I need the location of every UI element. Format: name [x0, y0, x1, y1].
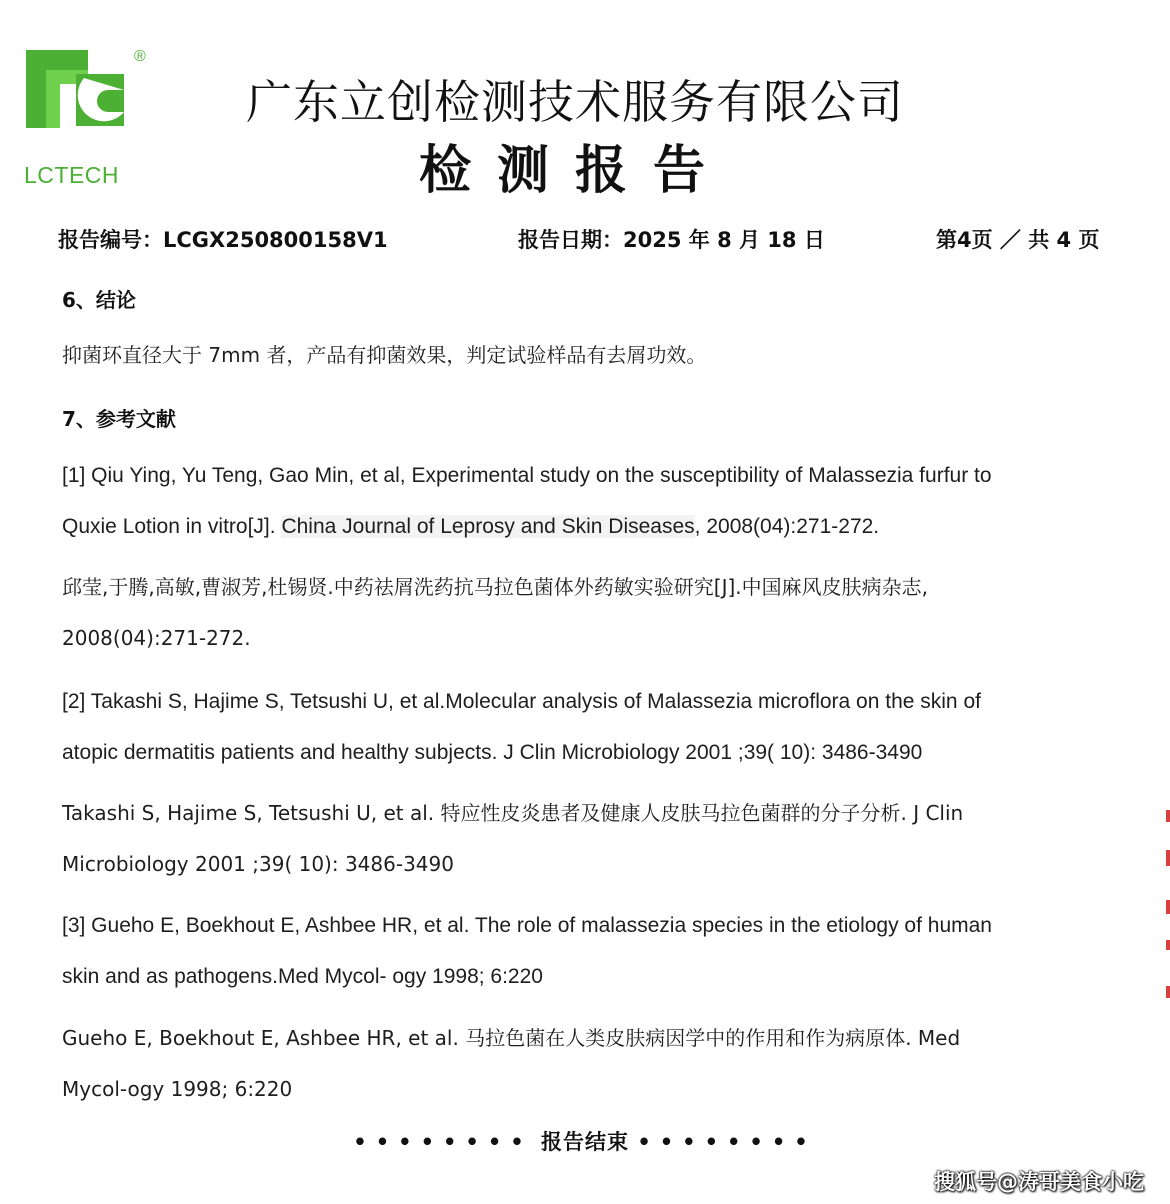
reference-2-cn-line1: Takashi S, Hajime S, Tetsushi U, et al. 特应性皮炎患者及健康人皮肤马拉色菌群的分子分析. J Clin: [62, 801, 964, 825]
registered-mark: ®: [134, 48, 146, 65]
reference-3-cn: [62, 1013, 1102, 1115]
company-name: 广东立创检测技术服务有限公司: [246, 75, 904, 129]
report-end-text: 报告结束: [541, 1130, 629, 1154]
report-number: 报告编号：LCGX250800158V1: [58, 228, 388, 252]
reference-1-cn-line2: 2008(04):271-272.: [62, 626, 251, 650]
reference-3-cn-line1: Gueho E, Boekhout E, Ashbee HR, et al. 马拉色菌在人类皮肤病因学中的作用和作为病原体. Med: [62, 1026, 961, 1050]
reference-3-cn-line2: Mycol-ogy 1998; 6:220: [62, 1077, 293, 1101]
lctech-logo-icon: [24, 46, 134, 158]
reference-1-line2: [62, 501, 1102, 552]
journal-highlight: China Journal of Leprosy and Skin Diseases: [281, 515, 695, 538]
conclusion-heading: 6、结论: [62, 288, 136, 312]
logo-text: LCTECH: [24, 162, 120, 188]
references-heading: 7、参考文献: [62, 407, 176, 431]
reference-1-cn: [62, 562, 1102, 664]
reference-2-line1: [2] Takashi S, Hajime S, Tetsushi U, et al.Molecular analysis of Malassezia microflora on the skin of: [62, 690, 981, 713]
reference-3-line1: [3] Gueho E, Boekhout E, Ashbee HR, et al. The role of malassezia species in the etiology of human: [62, 914, 992, 937]
watermark: 搜狐号@涛哥美食小吃: [934, 1170, 1144, 1194]
report-title: 检测报告: [418, 141, 731, 201]
reference-1: [62, 450, 1102, 552]
company-logo: [24, 46, 154, 191]
reference-3-line2: skin and as pathogens.Med Mycol- ogy 1998; 6:220: [62, 965, 543, 988]
reference-1-cn-line1: 邱莹,于腾,高敏,曹淑芳,杜锡贤.中药祛屑洗药抗马拉色菌体外药敏实验研究[J].中国麻风皮肤病杂志,: [62, 575, 929, 599]
reference-1-line2-end: , 2008(04):271-272.: [694, 515, 880, 538]
reference-1-line1: [1] Qiu Ying, Yu Teng, Gao Min, et al, Experimental study on the susceptibility of Malassezia furfur to: [62, 464, 992, 487]
report-end-marker: [0, 1126, 1170, 1156]
dots-left: ••••••••: [353, 1130, 533, 1154]
dots-right: ••••••••: [637, 1130, 817, 1154]
reference-2: [62, 676, 1102, 778]
reference-2-line2: atopic dermatitis patients and healthy subjects. J Clin Microbiology 2001 ;39( 10): 3486-3490: [62, 741, 923, 764]
report-date: 报告日期：2025 年 8 月 18 日: [518, 228, 825, 252]
reference-3: [62, 900, 1102, 1002]
reference-2-cn-line2: Microbiology 2001 ;39( 10): 3486-3490: [62, 852, 454, 876]
page-indicator: 第4页 ／ 共 4 页: [936, 228, 1100, 252]
conclusion-text: 抑菌环直径大于 7mm 者，产品有抑菌效果，判定试验样品有去屑功效。: [62, 343, 707, 367]
reference-1-line2-start: Quxie Lotion in vitro[J].: [62, 515, 282, 538]
stamp-edge-marks: [1164, 810, 1170, 1000]
reference-2-cn: [62, 788, 1102, 890]
